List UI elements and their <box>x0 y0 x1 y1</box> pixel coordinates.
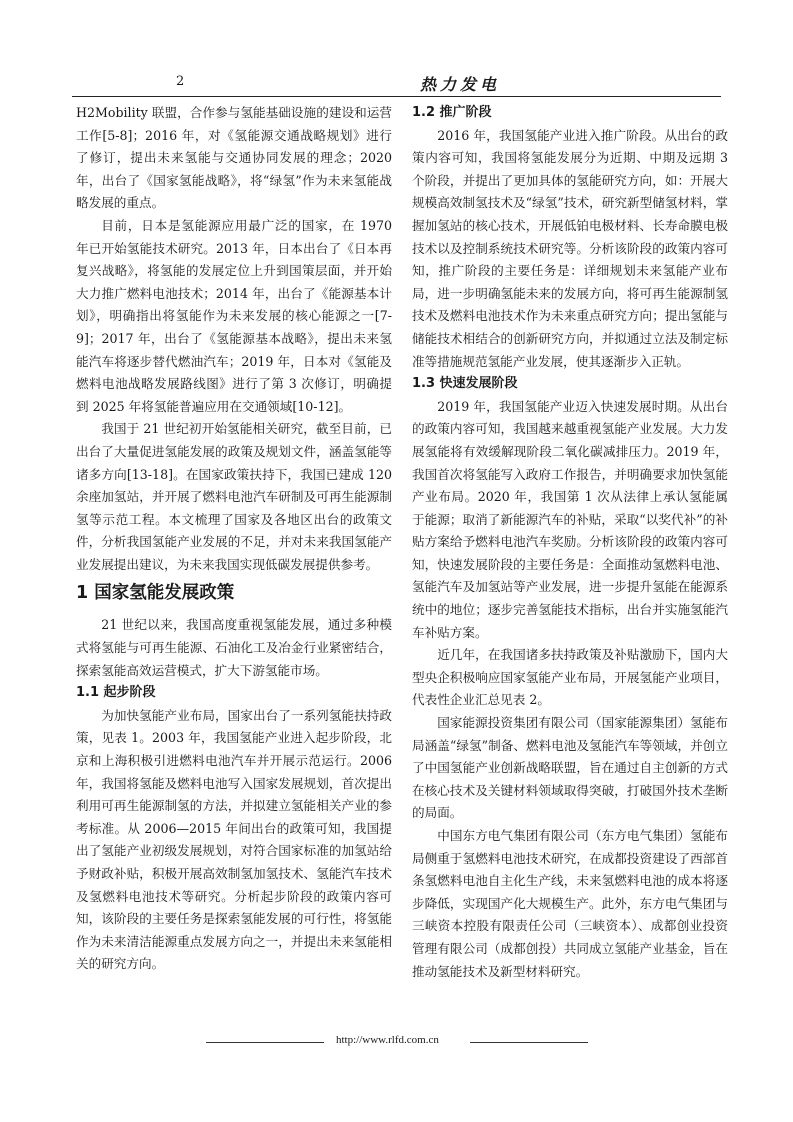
paragraph: 中国东方电气集团有限公司（东方电气集团）氢能布局侧重于氢燃料电池技术研究，在成都投资建设了西部首条氢燃料电池自主化生产线，未来氢燃料电池的成本将逐步降低，实现国产化大规模生产。此外，东方电气集团与三峡资本控股有限责任公司（三峡资本）、成都创业投资管理有限公司（成都创投）共同成立氢能产业基金，旨在推动氢能技术及新型材料研究。 <box>412 828 728 979</box>
header-rule <box>72 96 721 97</box>
paragraph: 为加快氢能产业布局，国家出台了一系列氢能扶持政策，见表 1。2003 年，我国氢能产业进入起步阶段，北京和上海积极引进燃料电池汽车并开展示范运行。2006 年，我国将氢能及燃料电池写入国家发展规划，首次提出利用可再生能源制氢的方法，并拟建立氢能相关产业的参考标准。从 2006—2015 年间出台的政策可知，我国提出了氢能产业初级发展规划，对符合国家标准的加氢站给予财政补贴，积极开展高效制氢加氢技术、氢能汽车技术及氢燃料电池技术等研究。分析起步阶段的政策内容可知，该阶段的主要任务是探索氢能发展的可行性，将氢能作为未来清洁能源重点发展方向之一，并提出未来氢能相关的研究方向。 <box>76 707 392 972</box>
paragraph: H2Mobility 联盟，合作参与氢能基础设施的建设和运营工作[5-8]；2016 年，对《氢能源交通战略规划》进行了修订，提出未来氢能与交通协同发展的理念；2020 年，出台了《国家氢能战略》，将“绿氢”作为未来氢能战略发展的重点。 <box>76 105 392 211</box>
left-column <box>76 102 392 976</box>
paragraph: 21 世纪以来，我国高度重视氢能发展，通过多种模式将氢能与可再生能源、石油化工及冶金行业紧密结合，探索氢能高效运营模式，扩大下游氢能市场。 <box>76 617 392 678</box>
right-column <box>412 102 728 983</box>
subsection-heading: 1.1 起步阶段 <box>76 685 156 701</box>
subsection-heading: 1.2 推广阶段 <box>412 105 492 120</box>
page-number: 2 <box>176 74 185 89</box>
paragraph: 目前，日本是氢能源应用最广泛的国家，在 1970 年已开始氢能技术研究。2013 年，日本出台了《日本再复兴战略》，将氢能的发展定位上升到国策层面，并开始大力推广燃料电池技术；2014 年，出台了《能源基本计划》，明确指出将氢能作为未来发展的核心能源之一[7-9]；2017 年，出台了《氢能源基本战略》，提出未来氢能汽车将逐步替代燃油汽车；2019 年，日本对《氢能及燃料电池战略发展路线图》进行了第 3 次修订，明确提到 2025 年将氢能普遍应用在交通领域[10-12]。 <box>76 217 392 414</box>
section-heading: 1 国家氢能发展政策 <box>76 583 235 604</box>
page-footer <box>0 1032 793 1052</box>
journal-title: 热力发电 <box>420 75 501 94</box>
footer-rule-right <box>470 1042 588 1043</box>
footer-url[interactable]: http://www.rlfd.com.cn <box>336 1034 439 1046</box>
paragraph: 我国于 21 世纪初开始氢能相关研究，截至目前，已出台了大量促进氢能发展的政策及规划文件，涵盖氢能等诸多方向[13-18]。在国家政策扶持下，我国已建成 120 余座加氢站，并开展了燃料电池汽车研制及可再生能源制氢等示范工程。本文梳理了国家及各地区出台的政策文件，分析我国氢能产业发展的不足，并对未来我国氢能产业发展提出建议，为未来我国实现低碳发展提供参考。 <box>76 421 392 572</box>
footer-rule-left <box>206 1042 324 1043</box>
paragraph: 近几年，在我国诸多扶持政策及补贴激励下，国内大型央企积极响应国家氢能产业布局，开展氢能产业项目，代表性企业汇总见表 2。 <box>412 647 728 708</box>
paragraph: 国家能源投资集团有限公司（国家能源集团）氢能布局涵盖“绿氢”制备、燃料电池及氢能汽车等领域，并创立了中国氢能产业创新战略联盟，旨在通过自主创新的方式在核心技术及关键材料领域取得突破，打破国外技术垄断的局面。 <box>412 715 728 821</box>
subsection-heading: 1.3 快速发展阶段 <box>412 376 518 392</box>
page-header <box>72 72 721 94</box>
paragraph: 2019 年，我国氢能产业迈入快速发展时期。从出台的政策内容可知，我国越来越重视氢能产业发展。大力发展氢能将有效缓解现阶段二氧化碳减排压力。2019 年，我国首次将氢能写入政府工作报告，并明确要求加快氢能产业布局。2020 年，我国第 1 次从法律上承认氢能属于能源；取消了新能源汽车的补贴，采取“以奖代补”的补贴方案给予燃料电池汽车奖励。分析该阶段的政策内容可知，快速发展阶段的主要任务是：全面推动氢燃料电池、氢能汽车及加氢站等产业发展，进一步提升氢能在能源系统中的地位；逐步完善氢能技术指标，出台并实施氢能汽车补贴方案。 <box>412 398 728 640</box>
paragraph: 2016 年，我国氢能产业进入推广阶段。从出台的政策内容可知，我国将氢能发展分为近期、中期及远期 3 个阶段，并提出了更加具体的氢能研究方向，如：开展大规模高效制氢技术及“绿氢”技术，研究新型储氢材料，掌握加氢站的核心技术，开展低铂电极材料、长寿命膜电极技术以及控制系统技术研究等。分析该阶段的政策内容可知，推广阶段的主要任务是：详细规划未来氢能产业布局，进一步明确氢能未来的发展方向，将可再生能源制氢技术及燃料电池技术作为未来重点研究方向；提出氢能与储能技术相结合的创新研究方向，并拟通过立法及制定标准等措施规范氢能产业发展，使其逐渐步入正轨。 <box>412 127 728 369</box>
